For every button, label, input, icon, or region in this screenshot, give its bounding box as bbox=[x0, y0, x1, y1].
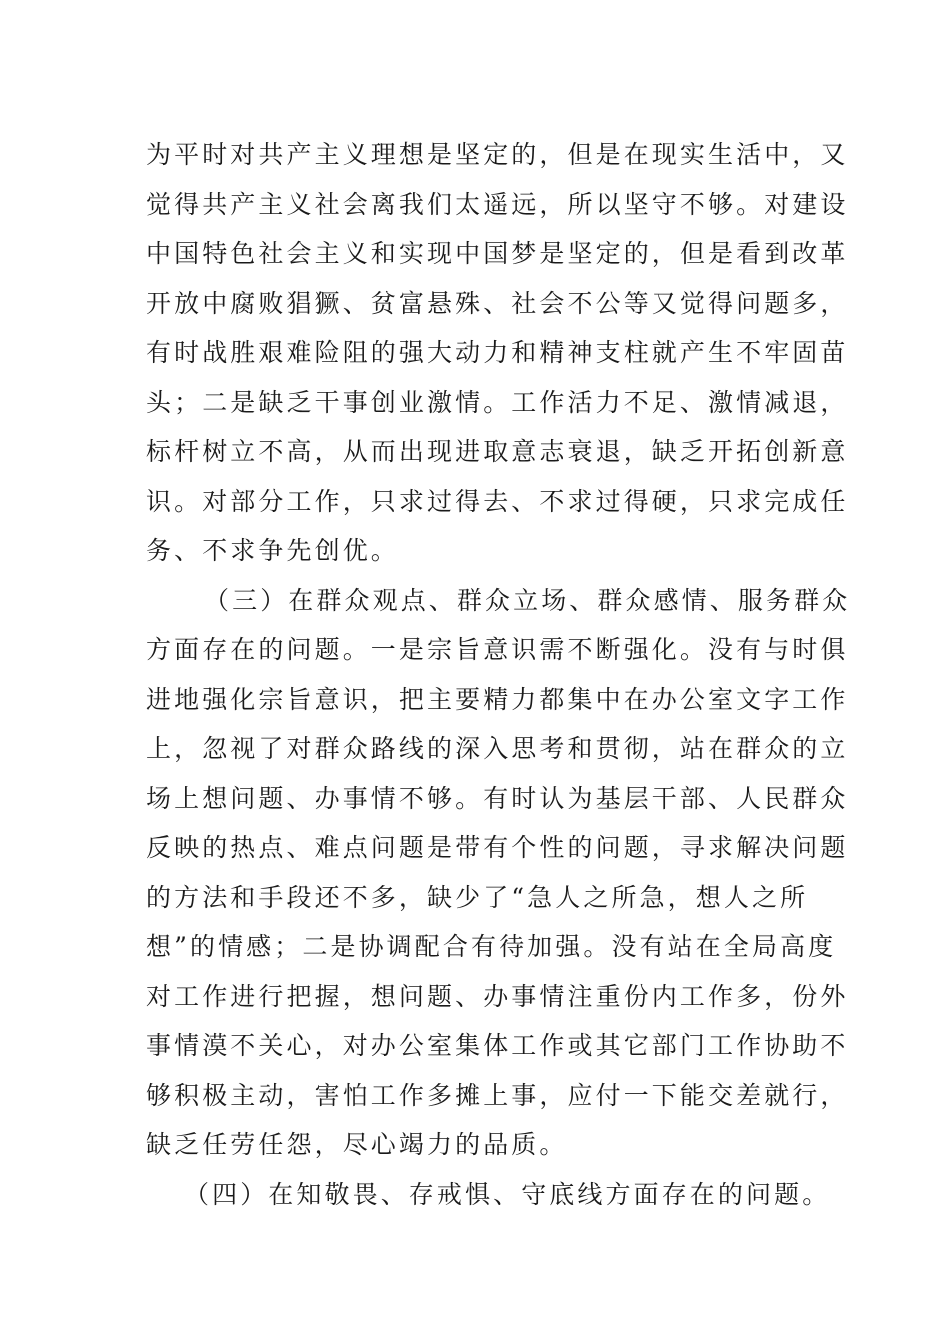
text-line: 对工作进行把握，想问题、办事情注重份内工作多，份外 bbox=[146, 981, 849, 1011]
text-line: 为平时对共产主义理想是坚定的，但是在现实生活中，又 bbox=[146, 140, 849, 169]
text-line: 上，忽视了对群众路线的深入思考和贯彻，站在群众的立 bbox=[146, 734, 849, 763]
text-line: 的方法和手段还不多，缺少了“急人之所急，想人之所 bbox=[146, 882, 809, 912]
section-heading-line: （三）在群众观点、群众立场、群众感情、服务群众 bbox=[204, 585, 851, 615]
text-line: 中国特色社会主义和实现中国梦是坚定的，但是看到改革 bbox=[146, 239, 849, 268]
text-line: 缺乏任劳任怨，尽心竭力的品质。 bbox=[146, 1130, 568, 1159]
text-line: 方面存在的问题。一是宗旨意识需不断强化。没有与时俱 bbox=[146, 635, 849, 664]
text-line: 进地强化宗旨意识，把主要精力都集中在办公室文字工作 bbox=[146, 684, 849, 714]
section-heading-line: （四）在知敬畏、存戒惧、守底线方面存在的问题。 bbox=[184, 1179, 831, 1209]
text-line: 想”的情感；二是协调配合有待加强。没有站在全局高度 bbox=[146, 932, 837, 961]
body-text bbox=[146, 130, 851, 1219]
text-line: 标杆树立不高，从而出现进取意志衰退，缺乏开拓创新意 bbox=[146, 437, 849, 466]
text-line: 有时战胜艰难险阻的强大动力和精神支柱就产生不牢固苗 bbox=[146, 338, 849, 367]
text-line: 务、不求争先创优。 bbox=[146, 536, 399, 565]
text-line: 反映的热点、难点问题是带有个性的问题，寻求解决问题 bbox=[146, 833, 849, 862]
text-line: 够积极主动，害怕工作多摊上事，应付一下能交差就行， bbox=[146, 1080, 849, 1110]
text-line: 识。对部分工作，只求过得去、不求过得硬，只求完成任 bbox=[146, 486, 849, 516]
text-line: 场上想问题、办事情不够。有时认为基层干部、人民群众 bbox=[146, 783, 849, 813]
text-line: 头；二是缺乏干事创业激情。工作活力不足、激情减退， bbox=[146, 387, 849, 417]
text-line: 觉得共产主义社会离我们太遥远，所以坚守不够。对建设 bbox=[146, 189, 849, 219]
text-line: 事情漠不关心，对办公室集体工作或其它部门工作协助不 bbox=[146, 1031, 849, 1060]
text-line: 开放中腐败猖獗、贫富悬殊、社会不公等又觉得问题多， bbox=[146, 288, 849, 318]
